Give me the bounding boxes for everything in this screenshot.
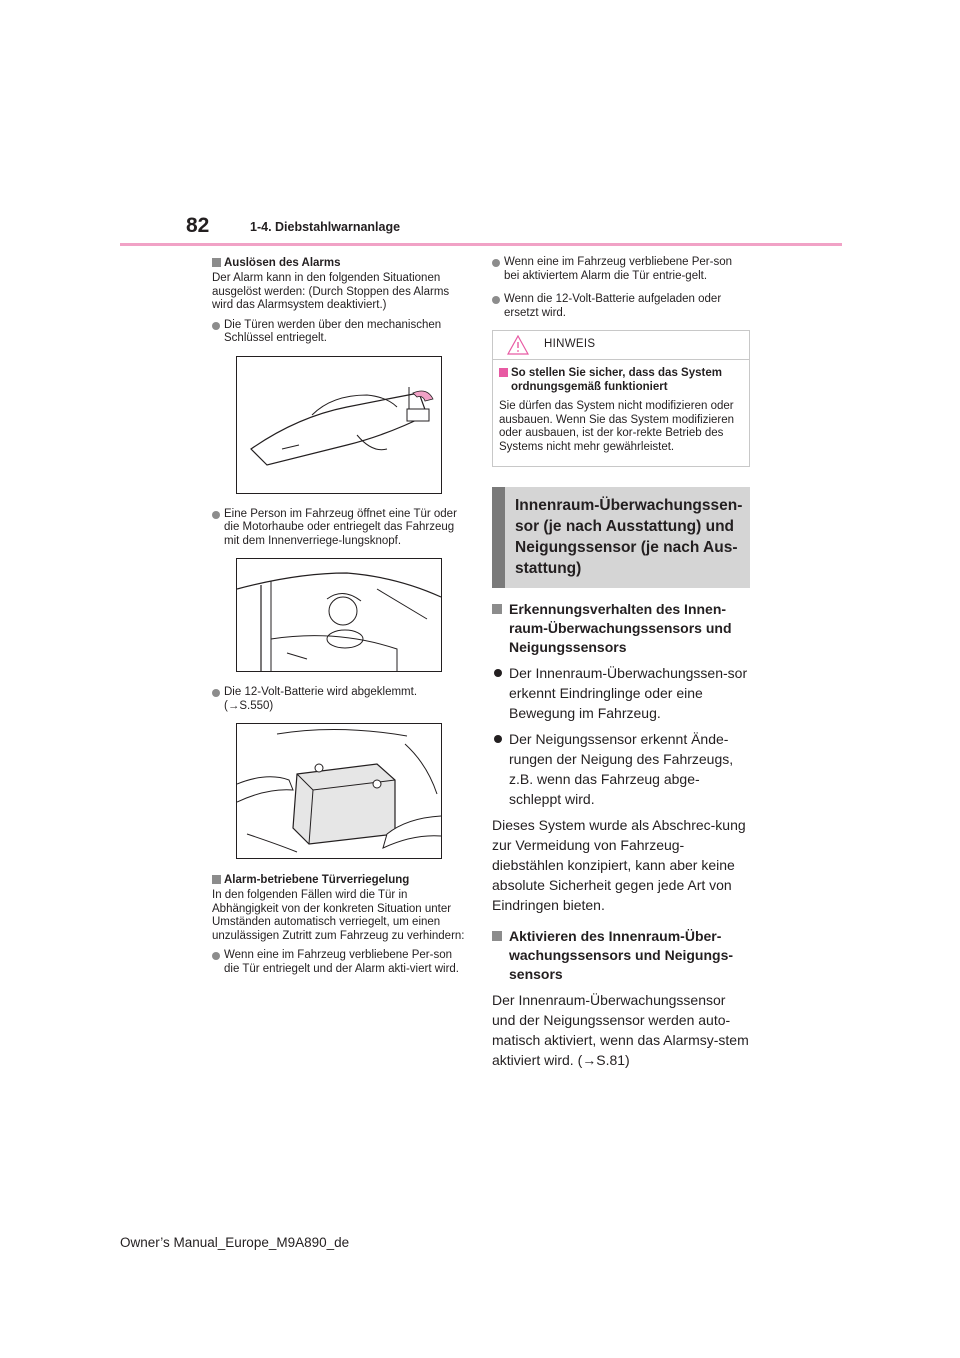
- page-number: 82: [186, 214, 210, 237]
- list-item: Eine Person im Fahrzeug öffnet eine Tür oder die Motorhaube oder entriegelt das Fahrzeug mit dem Innenverriege-lungsknopf.: [212, 508, 467, 549]
- bullet-dot-icon: [494, 735, 502, 743]
- list-item: Der Neigungssensor erkennt Ände-rungen der Neigung des Fahrzeugs, z.B. wenn das Fahrzeug abge-schleppt wird.: [492, 729, 750, 809]
- paragraph: In den folgenden Fällen wird die Tür in Abhängigkeit von der konkreten Situation unter Umständen automatisch verriegelt, um einen unzulässigen Zutritt zum Fahrzeug zu verhindern:: [212, 889, 465, 942]
- subheading-alarm-door-lock: Alarm-betriebene Türverriegelung: [212, 873, 467, 887]
- bullet-dot-icon: [494, 669, 502, 677]
- list-item: Die Türen werden über den mechanischen Schlüssel entriegelt.: [212, 319, 467, 346]
- subheading-alarm-trigger: Auslösen des Alarms: [212, 256, 467, 270]
- bullet-dot-icon: [492, 259, 500, 267]
- door-handle-key-illustration: [236, 356, 442, 494]
- section-heading-sensors: Innenraum-Überwachungssen-sor (je nach Ausstattung) und Neigungssensor (je nach Aus-stattung): [492, 487, 750, 588]
- footer-text: Owner’s Manual_Europe_M9A890_de: [120, 1235, 350, 1250]
- square-bullet-icon: [492, 604, 502, 614]
- notice-text: Sie dürfen das System nicht modifizieren oder ausbauen. Wenn Sie das System modifizieren oder ausbauen, ist der kor-rekte Betrieb des Systems nicht mehr gewährleistet.: [499, 400, 735, 453]
- square-bullet-icon: [212, 875, 221, 884]
- notice-subheading: So stellen Sie sicher, dass das System ordnungsgemäß funktioniert: [499, 366, 744, 394]
- bullet-dot-icon: [212, 689, 220, 697]
- square-bullet-icon: [499, 368, 508, 377]
- paragraph: Der Innenraum-Überwachungssensor und der Neigungssensor werden auto-matisch aktiviert, wenn das Alarmsy-stem aktiviert wird. (→S.81): [492, 992, 749, 1068]
- warning-triangle-icon: [507, 335, 529, 360]
- subheading-detection: Erkennungsverhalten des Innen-raum-Überwachungssensors und Neigungssensors: [492, 600, 750, 657]
- square-bullet-icon: [212, 258, 221, 267]
- list-item: Die 12-Volt-Batterie wird abgeklemmt. (→S.550): [212, 686, 467, 713]
- paragraph: Der Alarm kann in den folgenden Situationen ausgelöst werden: (Durch Stoppen des Alarms wird das Alarmsystem deaktiviert.): [212, 272, 450, 311]
- list-item: Wenn eine im Fahrzeug verbliebene Per-son die Tür entriegelt und der Alarm akti-viert wird.: [212, 949, 467, 976]
- battery-illustration: [236, 723, 442, 859]
- left-column: [212, 256, 467, 986]
- list-item: Wenn die 12-Volt-Batterie aufgeladen oder ersetzt wird.: [492, 293, 750, 320]
- square-bullet-icon: [492, 931, 502, 941]
- bullet-dot-icon: [492, 296, 500, 304]
- bullet-dot-icon: [212, 952, 220, 960]
- section-title: 1-4. Diebstahlwarnanlage: [250, 220, 401, 234]
- paragraph: Dieses System wurde als Abschrec-kung zur Vermeidung von Fahrzeug-diebstählen konzipiert, kann aber keine absolute Sicherheit gegen jede Art von Eindringen bieten.: [492, 817, 746, 913]
- person-in-car-illustration: [236, 558, 442, 672]
- notice-box: [492, 330, 750, 467]
- bullet-dot-icon: [212, 322, 220, 330]
- bullet-dot-icon: [212, 511, 220, 519]
- header-rule: [120, 243, 842, 246]
- list-item: Wenn eine im Fahrzeug verbliebene Per-son bei aktiviertem Alarm die Tür entrie-gelt.: [492, 256, 750, 283]
- notice-label: HINWEIS: [544, 338, 596, 350]
- right-column: [492, 256, 750, 1078]
- subheading-activation: Aktivieren des Innenraum-Über-wachungssensors und Neigungs-sensors: [492, 927, 750, 984]
- list-item: Der Innenraum-Überwachungssen-sor erkennt Eindringlinge oder eine Bewegung im Fahrzeug.: [492, 663, 750, 723]
- notice-header: [493, 331, 749, 360]
